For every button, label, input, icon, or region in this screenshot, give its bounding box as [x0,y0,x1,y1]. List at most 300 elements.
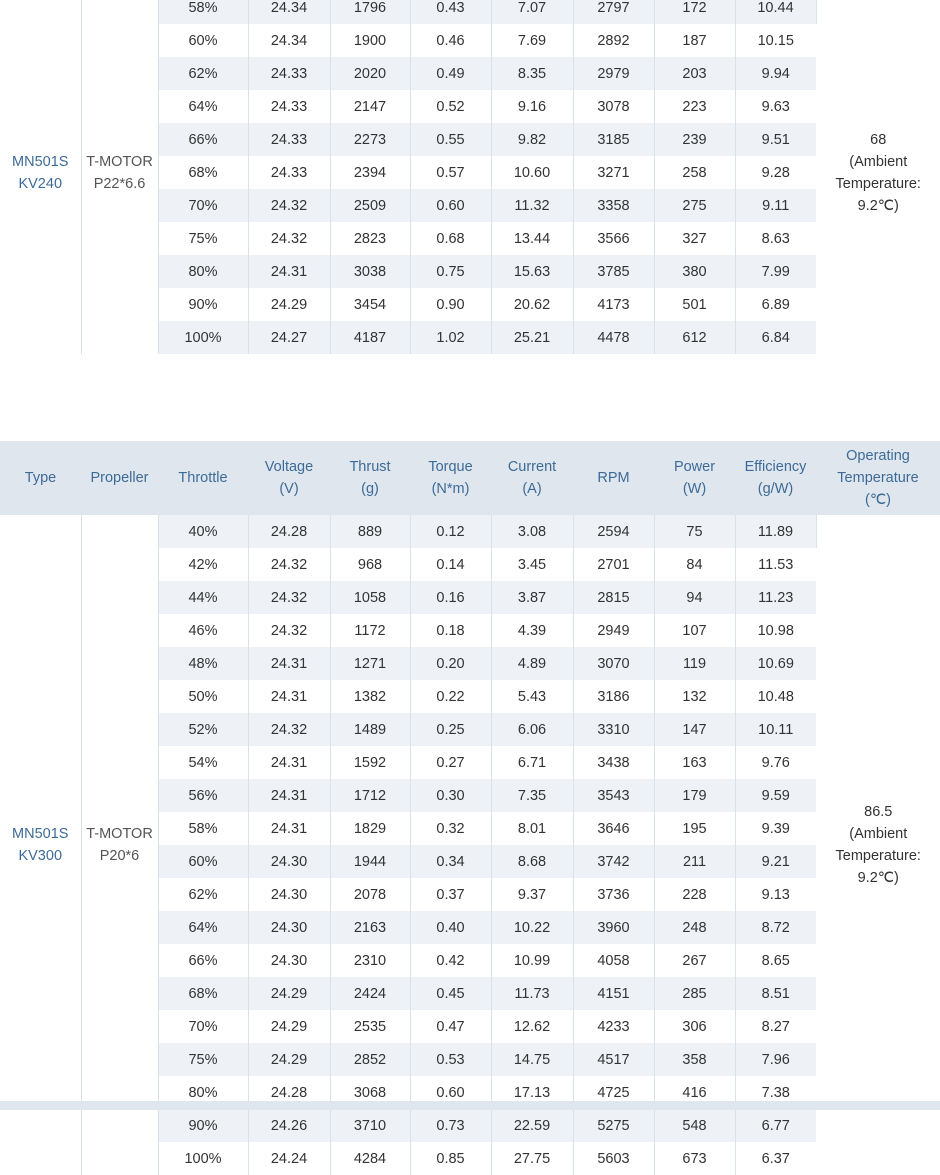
rpm-cell: 2949 [573,614,654,647]
thrust-cell: 1796 [330,0,410,24]
power-cell: 107 [654,614,735,647]
rpm-cell: 2797 [573,0,654,24]
power-cell: 84 [654,548,735,581]
rpm-cell: 3310 [573,713,654,746]
voltage-cell: 24.31 [248,255,330,288]
thrust-cell: 2147 [330,90,410,123]
current-cell: 4.89 [491,647,573,680]
operating-temperature-line: Temperature: [835,175,921,192]
throttle-cell: 66% [158,944,248,977]
throttle-cell: 58% [158,812,248,845]
header-type-text: Type [24,470,57,486]
header-rpm [573,441,654,515]
power-cell: 239 [654,123,735,156]
thrust-cell: 968 [330,548,410,581]
header-thrust [330,441,410,515]
power-cell: 187 [654,24,735,57]
header-type [0,441,81,515]
torque-cell: 0.90 [410,288,491,321]
header-efficiency-label: Efficiency [744,459,807,475]
throttle-cell: 56% [158,779,248,812]
voltage-cell: 24.24 [248,1142,330,1175]
current-cell: 13.44 [491,222,573,255]
rpm-cell: 2701 [573,548,654,581]
torque-cell: 0.12 [410,515,491,548]
propeller-cell-line: T-MOTOR [86,153,153,170]
efficiency-cell: 8.51 [735,977,816,1010]
header-temperature [816,441,940,515]
throttle-cell: 80% [158,1076,248,1109]
header-efficiency [735,441,816,515]
rpm-cell: 3271 [573,156,654,189]
efficiency-cell: 10.11 [735,713,816,746]
power-cell: 275 [654,189,735,222]
efficiency-cell: 11.53 [735,548,816,581]
torque-cell: 0.30 [410,779,491,812]
test-table-kv240 [0,0,940,354]
power-cell: 380 [654,255,735,288]
efficiency-cell: 9.51 [735,123,816,156]
thrust-cell: 2535 [330,1010,410,1043]
header-temperature-unit: (℃) [865,492,891,508]
efficiency-cell: 9.63 [735,90,816,123]
voltage-cell: 24.33 [248,156,330,189]
header-thrust-unit: (g) [361,481,379,497]
power-cell: 211 [654,845,735,878]
throttle-cell: 62% [158,57,248,90]
voltage-cell: 24.29 [248,977,330,1010]
current-cell: 6.06 [491,713,573,746]
thrust-cell: 2310 [330,944,410,977]
torque-cell: 0.60 [410,1076,491,1109]
current-cell: 8.35 [491,57,573,90]
efficiency-cell: 6.37 [735,1142,816,1175]
throttle-cell: 70% [158,1010,248,1043]
throttle-cell: 64% [158,911,248,944]
thrust-cell: 3710 [330,1109,410,1142]
rpm-cell: 3358 [573,189,654,222]
operating-temperature-line: (Ambient [849,826,908,842]
power-cell: 248 [654,911,735,944]
throttle-cell: 66% [158,123,248,156]
voltage-cell: 24.31 [248,812,330,845]
power-cell: 306 [654,1010,735,1043]
torque-cell: 0.27 [410,746,491,779]
efficiency-cell: 8.63 [735,222,816,255]
throttle-cell: 40% [158,515,248,548]
throttle-cell: 60% [158,24,248,57]
efficiency-cell: 10.44 [735,0,816,24]
throttle-cell: 68% [158,156,248,189]
voltage-cell: 24.29 [248,1010,330,1043]
operating-temperature-line: 68 [870,131,887,148]
efficiency-cell: 10.15 [735,24,816,57]
torque-cell: 0.53 [410,1043,491,1076]
torque-cell: 0.32 [410,812,491,845]
throttle-cell: 75% [158,222,248,255]
propeller-cell-line: P22*6.6 [93,175,146,192]
efficiency-cell: 9.21 [735,845,816,878]
thrust-cell: 3038 [330,255,410,288]
table-body-kv300 [0,515,940,1175]
current-cell: 25.21 [491,321,573,354]
operating-temperature-line: 9.2℃) [857,197,899,214]
voltage-cell: 24.31 [248,779,330,812]
torque-cell: 0.55 [410,123,491,156]
efficiency-cell: 7.38 [735,1076,816,1109]
operating-temperature-line: 86.5 [864,804,893,820]
torque-cell: 0.25 [410,713,491,746]
efficiency-cell: 10.48 [735,680,816,713]
thrust-cell: 1900 [330,24,410,57]
rpm-cell: 3742 [573,845,654,878]
current-cell: 10.22 [491,911,573,944]
power-cell: 94 [654,581,735,614]
rpm-cell: 4725 [573,1076,654,1109]
throttle-cell: 90% [158,1109,248,1142]
current-cell: 7.07 [491,0,573,24]
torque-cell: 0.16 [410,581,491,614]
current-cell: 3.45 [491,548,573,581]
power-cell: 327 [654,222,735,255]
efficiency-cell: 10.98 [735,614,816,647]
power-cell: 267 [654,944,735,977]
table-body-kv240 [0,0,940,354]
throttle-cell: 75% [158,1043,248,1076]
operating-temperature-line: Temperature: [835,848,921,864]
current-cell: 10.99 [491,944,573,977]
thrust-cell: 2424 [330,977,410,1010]
thrust-cell: 2823 [330,222,410,255]
torque-cell: 1.02 [410,321,491,354]
voltage-cell: 24.29 [248,1043,330,1076]
throttle-cell: 60% [158,845,248,878]
torque-cell: 0.60 [410,189,491,222]
voltage-cell: 24.32 [248,614,330,647]
power-cell: 163 [654,746,735,779]
torque-cell: 0.57 [410,156,491,189]
efficiency-cell: 6.77 [735,1109,816,1142]
throttle-cell: 80% [158,255,248,288]
rpm-cell: 2815 [573,581,654,614]
voltage-cell: 24.28 [248,1076,330,1109]
thrust-cell: 1592 [330,746,410,779]
efficiency-cell: 8.72 [735,911,816,944]
voltage-cell: 24.34 [248,0,330,24]
voltage-cell: 24.31 [248,647,330,680]
table-bottom-strip [0,1101,940,1110]
rpm-cell: 3646 [573,812,654,845]
motor-type-cell-line: MN501S [12,826,69,842]
throttle-cell: 42% [158,548,248,581]
current-cell: 20.62 [491,288,573,321]
thrust-cell: 889 [330,515,410,548]
current-cell: 22.59 [491,1109,573,1142]
header-throttle [158,441,248,515]
power-cell: 172 [654,0,735,24]
efficiency-cell: 9.59 [735,779,816,812]
power-cell: 285 [654,977,735,1010]
test-table-kv300 [0,441,940,1175]
header-power-unit: (W) [682,481,707,497]
torque-cell: 0.34 [410,845,491,878]
throttle-cell: 44% [158,581,248,614]
power-cell: 147 [654,713,735,746]
torque-cell: 0.73 [410,1109,491,1142]
rpm-cell: 5603 [573,1142,654,1175]
thrust-cell: 2273 [330,123,410,156]
torque-cell: 0.52 [410,90,491,123]
power-cell: 195 [654,812,735,845]
thrust-cell: 2509 [330,189,410,222]
current-cell: 11.73 [491,977,573,1010]
voltage-cell: 24.31 [248,746,330,779]
thrust-cell: 3068 [330,1076,410,1109]
thrust-cell: 1382 [330,680,410,713]
rpm-cell: 3186 [573,680,654,713]
power-cell: 258 [654,156,735,189]
throttle-cell: 52% [158,713,248,746]
propeller-cell [81,515,158,1175]
propeller-cell-line: P20*6 [99,848,140,864]
rpm-cell: 3185 [573,123,654,156]
torque-cell: 0.14 [410,548,491,581]
efficiency-cell: 10.69 [735,647,816,680]
current-cell: 4.39 [491,614,573,647]
efficiency-cell: 9.76 [735,746,816,779]
torque-cell: 0.40 [410,911,491,944]
throttle-cell: 62% [158,878,248,911]
current-cell: 12.62 [491,1010,573,1043]
operating-temperature-line: 9.2℃) [857,870,899,886]
header-torque [410,441,491,515]
header-propeller-text: Propeller [90,470,149,486]
voltage-cell: 24.29 [248,288,330,321]
current-cell: 15.63 [491,255,573,288]
torque-cell: 0.20 [410,647,491,680]
header-power [654,441,735,515]
thrust-cell: 1944 [330,845,410,878]
torque-cell: 0.49 [410,57,491,90]
motor-type-cell-line: KV300 [18,848,63,864]
thrust-cell: 2852 [330,1043,410,1076]
rpm-cell: 4151 [573,977,654,1010]
torque-cell: 0.46 [410,24,491,57]
thrust-cell: 1712 [330,779,410,812]
current-cell: 10.60 [491,156,573,189]
throttle-cell: 70% [158,189,248,222]
efficiency-cell: 6.84 [735,321,816,354]
current-cell: 8.68 [491,845,573,878]
current-cell: 9.37 [491,878,573,911]
propeller-cell-line: T-MOTOR [86,826,153,842]
voltage-cell: 24.33 [248,123,330,156]
motor-type-cell [0,0,81,354]
power-cell: 501 [654,288,735,321]
rpm-cell: 4058 [573,944,654,977]
voltage-cell: 24.32 [248,713,330,746]
efficiency-cell: 11.89 [735,515,816,548]
power-cell: 223 [654,90,735,123]
header-efficiency-unit: (g/W) [757,481,794,497]
rpm-cell: 3078 [573,90,654,123]
throttle-cell: 48% [158,647,248,680]
rpm-cell: 4478 [573,321,654,354]
voltage-cell: 24.34 [248,24,330,57]
current-cell: 14.75 [491,1043,573,1076]
efficiency-cell: 8.27 [735,1010,816,1043]
propeller-cell [81,0,158,354]
thrust-cell: 4284 [330,1142,410,1175]
efficiency-cell: 9.39 [735,812,816,845]
current-cell: 8.01 [491,812,573,845]
thrust-cell: 1172 [330,614,410,647]
motor-type-cell [0,515,81,1175]
table-row [0,0,940,24]
power-cell: 416 [654,1076,735,1109]
thrust-cell: 2163 [330,911,410,944]
power-cell: 119 [654,647,735,680]
motor-type-cell-line: KV240 [18,175,63,192]
header-voltage-label: Voltage [264,459,314,475]
rpm-cell: 2979 [573,57,654,90]
voltage-cell: 24.31 [248,680,330,713]
power-cell: 179 [654,779,735,812]
thrust-cell: 1829 [330,812,410,845]
table-header-row [0,441,940,515]
header-torque-label: Torque [428,459,473,475]
current-cell: 7.35 [491,779,573,812]
thrust-cell: 1489 [330,713,410,746]
torque-cell: 0.47 [410,1010,491,1043]
voltage-cell: 24.30 [248,944,330,977]
voltage-cell: 24.28 [248,515,330,548]
power-cell: 132 [654,680,735,713]
efficiency-cell: 7.99 [735,255,816,288]
operating-temperature-line: (Ambient [849,153,908,170]
current-cell: 6.71 [491,746,573,779]
efficiency-cell: 6.89 [735,288,816,321]
throttle-cell: 100% [158,1142,248,1175]
throttle-cell: 68% [158,977,248,1010]
voltage-cell: 24.30 [248,911,330,944]
rpm-cell: 3070 [573,647,654,680]
rpm-cell: 3438 [573,746,654,779]
thrust-cell: 1271 [330,647,410,680]
throttle-cell: 54% [158,746,248,779]
header-current-label: Current [507,459,557,475]
voltage-cell: 24.33 [248,57,330,90]
header-throttle-text: Throttle [178,470,228,486]
current-cell: 27.75 [491,1142,573,1175]
header-temperature-line-2: Temperature [837,470,919,486]
voltage-cell: 24.30 [248,845,330,878]
power-cell: 548 [654,1109,735,1142]
voltage-cell: 24.32 [248,581,330,614]
power-cell: 75 [654,515,735,548]
voltage-cell: 24.26 [248,1109,330,1142]
operating-temperature-cell [816,0,940,354]
torque-cell: 0.22 [410,680,491,713]
efficiency-cell: 9.13 [735,878,816,911]
voltage-cell: 24.33 [248,90,330,123]
power-cell: 228 [654,878,735,911]
thrust-cell: 2078 [330,878,410,911]
throttle-cell: 64% [158,90,248,123]
current-cell: 9.82 [491,123,573,156]
header-current-unit: (A) [522,481,542,497]
header-current [491,441,573,515]
efficiency-cell: 8.65 [735,944,816,977]
power-cell: 673 [654,1142,735,1175]
throttle-cell: 58% [158,0,248,24]
rpm-cell: 4233 [573,1010,654,1043]
header-voltage-unit: (V) [279,481,299,497]
torque-cell: 0.68 [410,222,491,255]
torque-cell: 0.42 [410,944,491,977]
voltage-cell: 24.27 [248,321,330,354]
voltage-cell: 24.32 [248,548,330,581]
voltage-cell: 24.32 [248,189,330,222]
rpm-cell: 3785 [573,255,654,288]
throttle-cell: 90% [158,288,248,321]
throttle-cell: 50% [158,680,248,713]
thrust-cell: 4187 [330,321,410,354]
motor-type-cell-line: MN501S [12,153,69,170]
power-cell: 203 [654,57,735,90]
header-temperature-line-1: Operating [846,448,910,464]
rpm-cell: 3960 [573,911,654,944]
efficiency-cell: 7.96 [735,1043,816,1076]
header-rpm-text: RPM [597,470,630,486]
torque-cell: 0.45 [410,977,491,1010]
efficiency-cell: 9.28 [735,156,816,189]
current-cell: 3.87 [491,581,573,614]
table-row [0,515,940,548]
rpm-cell: 4517 [573,1043,654,1076]
throttle-cell: 46% [158,614,248,647]
rpm-cell: 3736 [573,878,654,911]
header-thrust-label: Thrust [349,459,391,475]
header-propeller [81,441,158,515]
torque-cell: 0.85 [410,1142,491,1175]
thrust-cell: 3454 [330,288,410,321]
current-cell: 3.08 [491,515,573,548]
header-power-label: Power [673,459,716,475]
current-cell: 9.16 [491,90,573,123]
thrust-cell: 2394 [330,156,410,189]
operating-temperature-cell [816,515,940,1175]
rpm-cell: 2892 [573,24,654,57]
thrust-cell: 1058 [330,581,410,614]
current-cell: 5.43 [491,680,573,713]
throttle-cell: 100% [158,321,248,354]
thrust-cell: 2020 [330,57,410,90]
voltage-cell: 24.30 [248,878,330,911]
power-cell: 612 [654,321,735,354]
torque-cell: 0.43 [410,0,491,24]
rpm-cell: 3543 [573,779,654,812]
header-torque-unit: (N*m) [431,481,470,497]
rpm-cell: 2594 [573,515,654,548]
torque-cell: 0.18 [410,614,491,647]
rpm-cell: 4173 [573,288,654,321]
header-voltage [248,441,330,515]
efficiency-cell: 11.23 [735,581,816,614]
efficiency-cell: 9.11 [735,189,816,222]
current-cell: 17.13 [491,1076,573,1109]
rpm-cell: 5275 [573,1109,654,1142]
